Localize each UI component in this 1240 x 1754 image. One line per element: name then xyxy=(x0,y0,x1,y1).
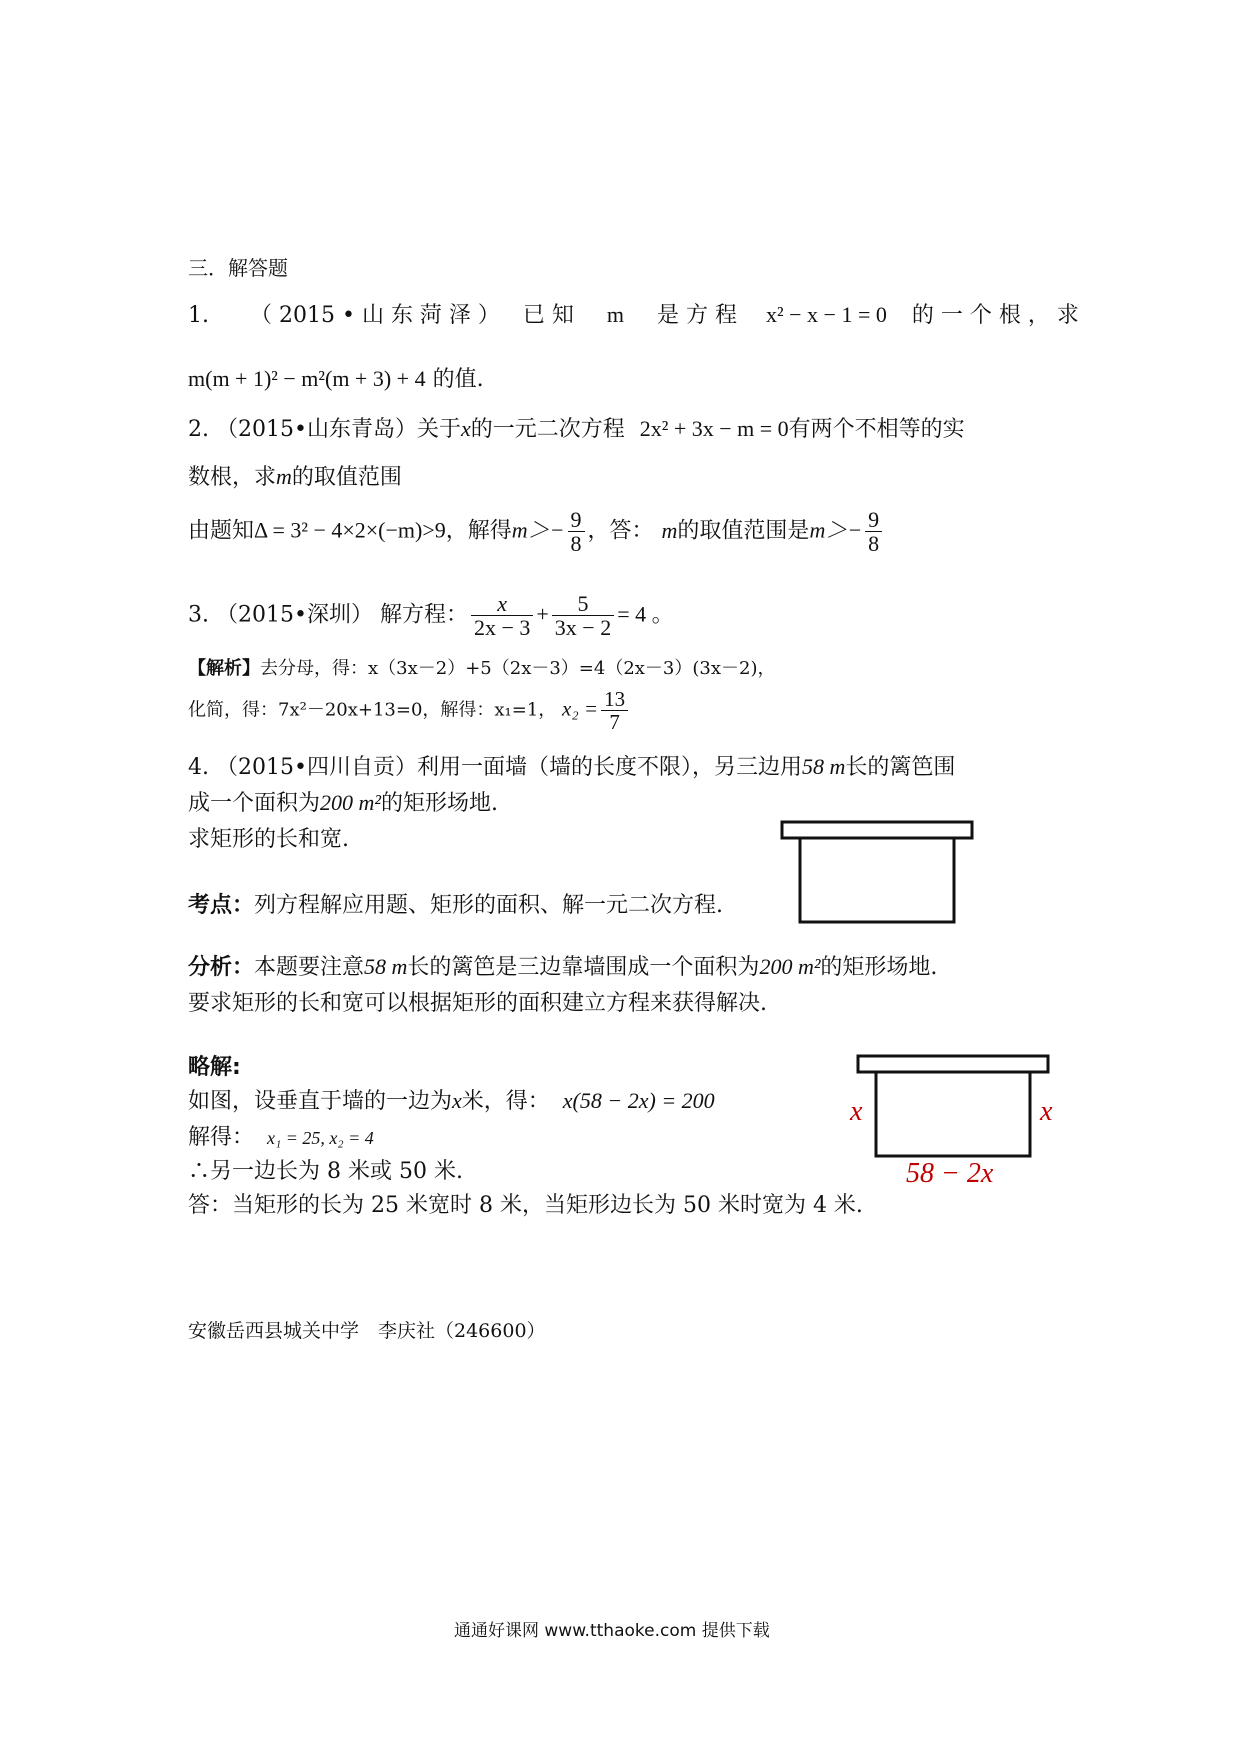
fence-rectangle-2 xyxy=(876,1072,1030,1156)
question-3-analysis xyxy=(188,654,776,680)
q2-sol-c: m＞− xyxy=(511,517,565,543)
section-title: 三．解答题 xyxy=(188,256,288,280)
wall-bar xyxy=(782,822,972,838)
kaodian-text: 列方程解应用题、矩形的面积、解一元二次方程. xyxy=(254,893,724,918)
q4-length: 58 m xyxy=(801,754,846,779)
fence-rectangle xyxy=(800,838,954,922)
q3-x2-fraction xyxy=(601,688,628,733)
q3-analysis-label: 【解析】 xyxy=(188,658,260,679)
question-2-line-1 xyxy=(188,412,965,443)
q1-text-a: 已 知 xyxy=(522,303,574,328)
q1-source: （ 2015 • 山 东 菏 泽 ） xyxy=(250,303,500,328)
fenxi-line-2: 要求矩形的长和宽可以根据矩形的面积建立方程来获得解决. xyxy=(188,991,767,1016)
fenxi-area: 200 m² xyxy=(759,954,821,979)
q3-fraction-2 xyxy=(552,592,614,639)
q2-var-m: m xyxy=(276,464,292,489)
q2-fraction-1 xyxy=(568,508,585,555)
fenxi-length: 58 m xyxy=(364,954,408,979)
q3-f1-den: 2x − 3 xyxy=(473,615,531,641)
q2-sol-e: m xyxy=(661,517,678,543)
q2-sol-expr: Δ = 3² − 4×2×(−m)>9 xyxy=(254,517,446,543)
q2-fraction-2 xyxy=(865,508,882,555)
q3-fraction-1 xyxy=(471,592,533,639)
question-4-line-1 xyxy=(188,750,955,781)
sol2-equation: x₁ = 25, x₂ = 4 xyxy=(267,1128,374,1148)
fenxi-a: 本题要注意 xyxy=(254,955,365,980)
q3-f2-num: 5 xyxy=(552,592,614,616)
q2-sol-a: 由题知 xyxy=(188,518,255,544)
q3-f2-den: 3x − 2 xyxy=(554,615,612,641)
q3-x2-den: 7 xyxy=(609,710,620,735)
fenxi-label: 分析： xyxy=(188,955,255,980)
q2-line2-a: 数根，求 xyxy=(188,465,277,490)
q3-analysis-text: 去分母，得：x（3x－2）+5（2x－3）=4（2x－3）(3x－2)， xyxy=(260,658,776,679)
q1-equation: x² − x − 1 = 0 xyxy=(766,302,887,327)
q2-sol-f: 的取值范围是 xyxy=(677,518,810,544)
luejie-label: 略解: xyxy=(188,1055,241,1080)
figure-label-bottom: 58 − 2x xyxy=(906,1158,994,1189)
q2-sol-b: ，解得 xyxy=(445,518,512,544)
q2-tail: 有两个不相等的实 xyxy=(788,417,965,442)
q2-frac1-den: 8 xyxy=(570,531,582,557)
figure-label-right-x: x xyxy=(1040,1096,1053,1127)
q1-text-c: 的 一 个 根 ， 求 xyxy=(911,303,1079,328)
q3-prefix: 3. （2015•深圳） 解方程： xyxy=(188,602,468,628)
q1-number: 1. xyxy=(188,303,209,328)
question-2-line-2 xyxy=(188,460,402,491)
q2-sol-d: ，答： xyxy=(587,518,654,544)
q2-frac1-num: 9 xyxy=(568,508,585,532)
q4-line1: 4. （2015•四川自贡）利用一面墙（墙的长度不限），另三边用 xyxy=(188,755,802,780)
question-3-simplify xyxy=(188,688,631,733)
kaodian-line xyxy=(188,888,723,919)
q2-sol-g: m＞− xyxy=(809,517,863,543)
fenxi-c: 的矩形场地. xyxy=(820,955,938,980)
q3-x2: x₂ = xyxy=(562,696,599,721)
footer-download: 通通好课网 www.tthaoke.com 提供下载 xyxy=(454,1621,770,1641)
q2-equation: 2x² + 3x − m = 0 xyxy=(639,416,789,441)
q2-prefix: 2. （2015•山东青岛）关于 xyxy=(188,417,461,442)
q3-f1-num: x xyxy=(471,592,533,616)
sol1-b: 米，得： xyxy=(461,1089,550,1114)
sol1-equation: x(58 − 2x) = 200 xyxy=(562,1088,715,1113)
q2-frac2-den: 8 xyxy=(868,531,880,557)
kaodian-label: 考点： xyxy=(188,893,255,918)
q2-var-x: x xyxy=(460,416,471,441)
figure-wall-rectangle xyxy=(780,818,980,928)
q3-plus: + xyxy=(536,601,549,627)
sol2-a: 解得： xyxy=(188,1125,255,1150)
q4-line2-tail: 的矩形场地. xyxy=(381,791,498,816)
sol1-x: x xyxy=(452,1088,462,1113)
fenxi-line-1 xyxy=(188,950,937,981)
q2-line2-b: 的取值范围 xyxy=(291,465,402,490)
q4-line1-tail: 长的篱笆围 xyxy=(845,755,956,780)
question-4-line-2 xyxy=(188,786,498,817)
q1-var-m: m xyxy=(606,302,625,327)
question-2-solution xyxy=(188,508,885,555)
q4-line3: 求矩形的长和宽. xyxy=(188,827,349,852)
sol1-a: 如图，设垂直于墙的一边为 xyxy=(188,1089,453,1114)
answer-line: 答：当矩形的长为 25 米宽时 8 米，当矩形边长为 50 米时宽为 4 米. xyxy=(188,1193,863,1218)
q3-x2-num: 13 xyxy=(601,688,628,711)
q1-text-b: 是 方 程 xyxy=(657,303,738,328)
question-1-line-2 xyxy=(188,362,484,393)
wall-bar-2 xyxy=(858,1056,1048,1072)
luejie-line-3: ∴另一边长为 8 米或 50 米. xyxy=(188,1159,463,1184)
q1-tail: 的值. xyxy=(432,367,484,392)
q3-simplify-text: 化简，得：7x²－20x+13=0，解得：x₁=1， xyxy=(188,699,557,721)
figure-labeled-rectangle xyxy=(850,1052,1060,1162)
fenxi-b: 长的篱笆是三边靠墙围成一个面积为 xyxy=(407,955,760,980)
question-1-line-1 xyxy=(188,298,1096,329)
q3-rhs: = 4 。 xyxy=(617,601,674,627)
q2-frac2-num: 9 xyxy=(865,508,882,532)
luejie-line-1 xyxy=(188,1084,715,1115)
q4-line2: 成一个面积为 xyxy=(188,791,321,816)
author-line: 安徽岳西县城关中学 李庆社（246600） xyxy=(188,1320,546,1342)
q4-area: 200 m² xyxy=(320,790,381,815)
q1-expression: m(m + 1)² − m²(m + 3) + 4 xyxy=(188,366,426,391)
luejie-line-2 xyxy=(188,1120,374,1151)
question-3-line-1 xyxy=(188,592,674,639)
q2-mid: 的一元二次方程 xyxy=(470,417,625,442)
figure-label-left-x: x xyxy=(850,1096,863,1127)
